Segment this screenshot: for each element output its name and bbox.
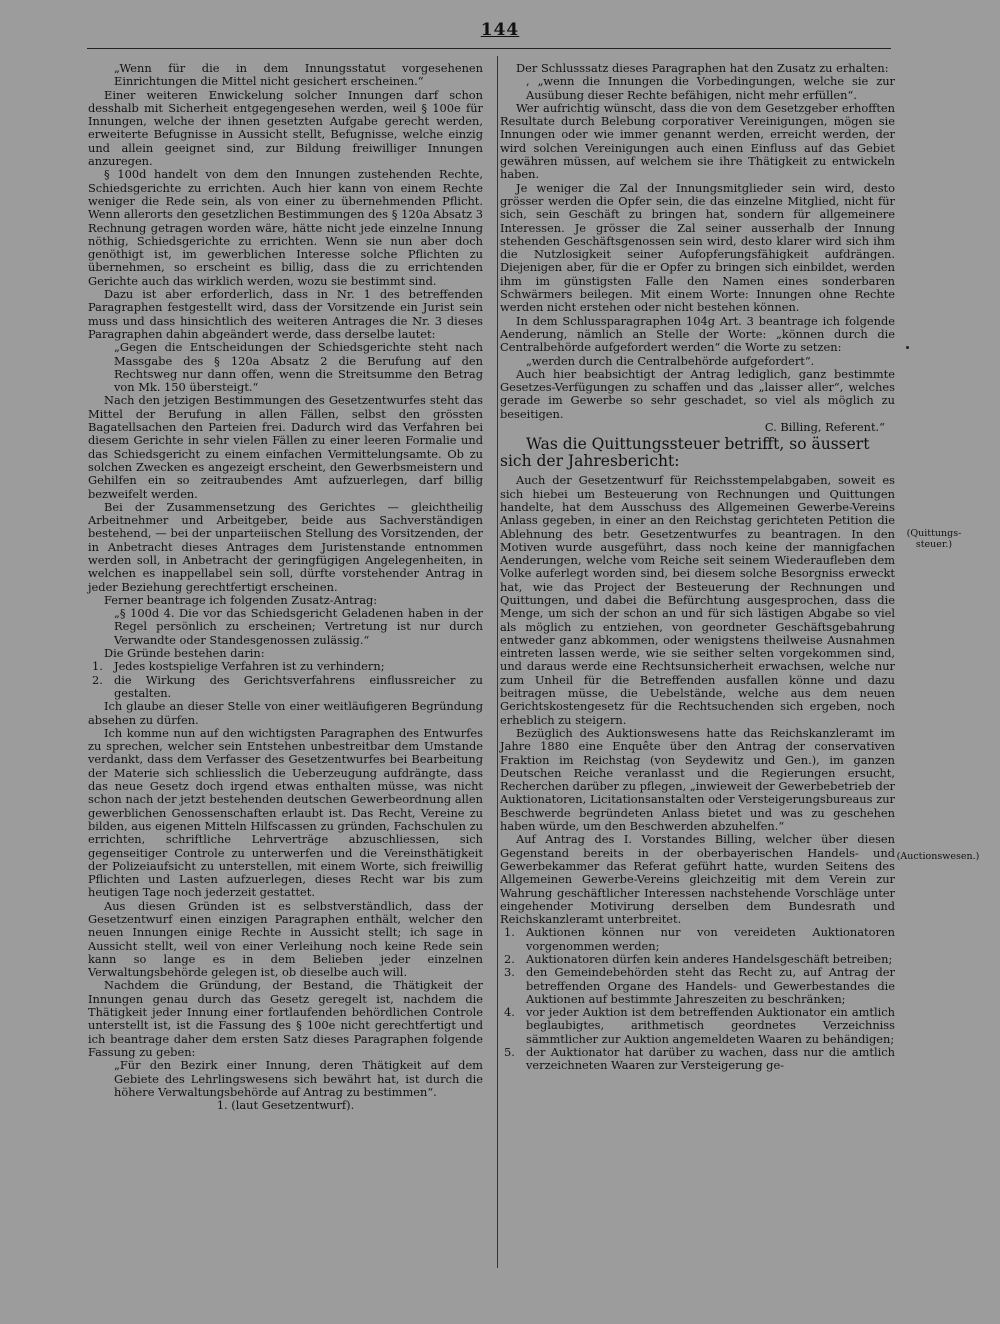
block-quote: „Für den Bezirk einer Innung, deren Thätigkeit auf dem Gebiete des Lehrlingswesens sich bewährt hat, ist durch die höhere Verwaltungsbehörde auf Antrag zu bestimmen“. xyxy=(114,1058,483,1099)
closing-line: 1. (laut Gesetzentwurf). xyxy=(216,1098,355,1113)
paragraph: Auch hier beabsichtigt der Antrag lediglich, ganz bestimmte Gesetzes-Verfügungen zu schaffen und das „laisser aller“, welches gerade im Gewerbe so sehr geschadet, so viel als möglich zu beseitigen. xyxy=(500,366,895,421)
paragraph: § 100d handelt von dem den Innungen zustehenden Rechte, Schiedsgerichte zu errichten. Auch hier kann von einem Rechte weniger die Rede sein, als von einer zu übernehmenden Pflicht. Wenn allerorts den gesetzlichen Bestimmungen des § 120a Absatz 3 Rechnung getragen worden wäre, hätte nicht jede einzelne Innung nöthig, Schiedsgerichte zu errichten. Wenn sie nun aber doch genöthigt ist, im gewerblichen Interesse solche Pflichten zu übernehmen, so erscheint es billig, dass die zu errichtenden Gerichte auch das wirklich werden, wozu sie bestimmt sind. xyxy=(88,167,483,288)
block-quote: „Wenn für die in dem Innungsstatut vorgesehenen Einrichtungen die Mittel nicht gesichert erscheinen.“ xyxy=(114,61,483,89)
paragraph: Bei der Zusammensetzung des Gerichtes — gleichtheilig Arbeitnehmer und Arbeitgeber, beide aus Sachverständigen bestehend, — bei der unparteiischen Stellung des Vorsitzenden, der in Anbetracht dieses Antrages dem Juristenstande entnommen werden soll, in Anbetracht der geringfügigen Angelegenheiten, in welchen es inappellabel sein soll, dürfte vorstehender Antrag in jeder Beziehung gerechtfertigt erscheinen. xyxy=(88,499,483,594)
column-divider xyxy=(497,56,498,1268)
list-text: Auktionen können nur von vereideten Auktionatoren vorgenommen werden; xyxy=(526,925,895,953)
margin-note-quittungssteuer: (Quittungs- steuer.) xyxy=(906,528,962,550)
intro-quote: , „wenn die Innungen die Vorbedingungen, welche sie zur Ausübung dieser Rechte befähigen, nicht mehr erfüllen“. xyxy=(526,74,895,102)
list-text: der Auktionator hat darüber zu wachen, dass nur die amtlich verzeichneten Waaren zur Versteigerung ge- xyxy=(526,1045,895,1073)
list-number: 1. xyxy=(92,659,103,674)
block-quote: „werden durch die Centralbehörde aufgefordert“. xyxy=(526,353,815,368)
paragraph: Dazu ist aber erforderlich, dass in Nr. 1 des betreffenden Paragraphen festgestellt wird, dass der Vorsitzende ein Jurist sein muss und dass hinsichtlich des weiteren Antrages die Nr. 3 dieses Paragraphen dahin abgeändert werde, dass derselbe lautet: xyxy=(88,287,483,341)
paragraph: Nachdem die Gründung, der Bestand, die Thätigkeit der Innungen genau durch das Gesetz geregelt ist, nachdem die Thätigkeit jeder Innung einer fortlaufenden behördlichen Controle unterstellt ist, ist die Fassung des § 100e nicht gerechtfertigt und ich beantrage daher dem ersten Satz dieses Paragraphen folgende Fassung zu geben: xyxy=(88,978,483,1059)
list-text: Jedes kostspielige Verfahren ist zu verhindern; xyxy=(114,659,385,674)
list-item xyxy=(88,674,483,701)
paragraph: Die Gründe bestehen darin: xyxy=(104,646,265,661)
list-text: Auktionatoren dürfen kein anderes Handelsgeschäft betreiben; xyxy=(526,952,893,966)
paragraph: Bezüglich des Auktionswesens hatte das Reichskanzleramt im Jahre 1880 eine Enquête über den Antrag der conservativen Fraktion im Reichstag (von Seydewitz und Gen.), im ganzen Deutschen Reiche veranlasst und die Regierungen ersucht, Recherchen darüber zu pflegen, „inwieweit der Gewerbebetrieb der Auktionatoren, Licitationsanstalten oder Versteigerungsbureaus zur Beschwerde begründeten Anlass bietet und was zu geschehen haben würde, um den Beschwerden abzuhelfen.“ xyxy=(500,725,895,834)
paragraph: Je weniger die Zal der Innungsmitglieder sein wird, desto grösser werden die Opfer sein, die das einzelne Mitglied, nicht für sich, sein Geschäft zu bringen hat, sondern für allgemeinere Interessen. Je grösser die Zal seiner ausserhalb der Innung stehenden Geschäftsgenossen sein wird, desto klarer wird sich ihm die Nutzlosigkeit seiner Aufopferungsfähigkeit aufdrängen. Diejenigen aber, für die er Opfer zu bringen sich einbildet, werden ihm im günstigsten Falle den Namen eines sonderbaren Schwärmers beilegen. Mit einem Worte: Innungen ohne Rechte werden nicht erstehen oder nicht bestehen können. xyxy=(500,180,895,315)
paragraph: Ferner beantrage ich folgenden Zusatz-Antrag: xyxy=(104,592,378,607)
section-heading: Was die Quittungssteuer betrifft, so äussert sich der Jahresbericht: xyxy=(500,435,870,471)
margin-note-auctionswesen: (Auctionswesen.) xyxy=(896,851,980,862)
header-rule xyxy=(87,48,891,49)
paragraph: Ich komme nun auf den wichtigsten Paragraphen des Entwurfes zu sprechen, welcher sein Entstehen unbestreitbar dem Umstande verdankt, dass dem Verfasser des Gesetzentwurfes bei Bearbeitung der Materie sich schliesslich die Ueberzeugung aufdrängte, dass das neue Gesetz doch irgend etwas enthalten müsse, was nicht schon nach der jetzt bestehenden deutschen Gewerbeordnung allen gewerblichen Genossenschaften erlaubt ist. Das Recht, Vereine zu bilden, aus eigenen Mitteln Hilfscassen zu gründen, Fachschulen zu errichten, schriftliche Lehrverträge abzuschliessen, sich gegenseitiger Controle zu unterwerfen und die Vereinsthätigkeit der Polizeiaufsicht zu unterstellen, mit einem Worte, sich freiwillig Pflichten und Lasten aufzuerlegen, dieses Recht war bis zum heutigen Tage noch jederzeit gestattet. xyxy=(88,725,483,900)
list-item xyxy=(500,1006,895,1046)
block-quote: „Gegen die Entscheidungen der Schiedsgerichte steht nach Massgabe des § 120a Absatz 2 die Berufung auf den Rechtsweg nur dann offen, wenn die Streitsumme den Betrag von Mk. 150 übersteigt.“ xyxy=(114,340,483,395)
list-text: den Gemeindebehörden steht das Recht zu, auf Antrag der betreffenden Organe des Handels- und Gewerbestandes die Auktionen auf bestimmte Jahreszeiten zu beschränken; xyxy=(526,965,895,1006)
left-column xyxy=(88,62,483,1112)
page-number: 144 xyxy=(480,20,520,40)
list-item xyxy=(88,660,483,673)
list-number: 2. xyxy=(504,952,515,966)
list-item xyxy=(500,953,895,966)
signature: C. Billing, Referent.“ xyxy=(764,420,885,435)
paragraph: Auf Antrag des I. Vorstandes Billing, welcher über diesen Gegenstand bereits in der oberbayerischen Handels- und Gewerbekammer das Referat geführt hatte, wurden Seitens des Allgemeinen Gewerbe-Vereins gleichzeitig mit dem Verein zur Wahrung geschäftlicher Interessen nachstehende Vorschläge unter eingehender Motivirung derselben dem Bundesrath und Reichskanzleramt unterbreitet. xyxy=(500,832,895,927)
list-number: 3. xyxy=(504,965,515,980)
list-item xyxy=(500,926,895,953)
list-number: 1. xyxy=(504,925,515,940)
intro-paragraph: Der Schlusssatz dieses Paragraphen hat den Zusatz zu erhalten: xyxy=(516,61,889,75)
block-quote: „§ 100d 4. Die vor das Schiedsgericht Geladenen haben in der Regel persönlich zu erscheinen; Vertretung ist nur durch Verwandte oder Standesgenossen zulässig.“ xyxy=(114,606,483,647)
paragraph: In dem Schlussparagraphen 104g Art. 3 beantrage ich folgende Aenderung, nämlich an Stelle der Worte: „können durch die Centralbehörde aufgefordert werden“ die Worte zu setzen: xyxy=(500,313,895,355)
speck-mark xyxy=(906,346,909,349)
list-number: 2. xyxy=(92,672,103,687)
list-number: 4. xyxy=(504,1005,515,1020)
right-column xyxy=(500,62,895,1073)
list-item xyxy=(500,1046,895,1073)
paragraph: Auch der Gesetzentwurf für Reichsstempelabgaben, soweit es sich hiebei um Besteuerung von Rechnungen und Quittungen handelte, hat dem Ausschuss des Allgemeinen Gewerbe-Vereins Anlass gegeben, in einer an den Reichstag gerichteten Petition die Ablehnung des betr. Gesetzentwurfes zu beantragen. In den Motiven wurde ausgeführt, dass noch keine der mannigfachen Aenderungen, welche vom Reiche seit seinem Wiederaufleben dem Volke auferlegt worden sind, bei diesem solche Besorgniss erweckt hat, wie das Project der Besteuerung der Rechnungen und Quittungen, und dabei die Befürchtung ausgesprochen, dass die Menge, um sich der schon an und für sich lästigen Abgabe so viel als möglich zu entziehen, von geordneter Geschäftsgebahrung entweder ganz abkommen, oder wenigstens theilweise Ausnahmen eintreten lassen werde, wie sie seither selten vorgekommen sind, und daraus werde eine Rechtsunsicherheit erwachsen, welche nur zum Unheil für die Betreffenden ausfallen könne und dazu beitragen müsse, die Uebelstände, welche aus dem neuen Gerichtskostengesetz für die Rechtsuchenden sich ergeben, noch erheblich zu steigern. xyxy=(500,473,895,727)
list-text: die Wirkung des Gerichtsverfahrens einflussreicher zu gestalten. xyxy=(114,672,483,700)
paragraph: Ich glaube an dieser Stelle von einer weitläufigeren Begründung absehen zu dürfen. xyxy=(88,699,483,727)
paragraph: Aus diesen Gründen ist es selbstverständlich, dass der Gesetzentwurf einen einzigen Paragraphen enthält, welcher den neuen Innungen einige Rechte in Aussicht stellt; ich sage in Aussicht stellt, weil von einer Verleihung noch keine Rede sein kann so lange es in dem Belieben jeder einzelnen Verwaltungsbehörde gelegen ist, ob dieselbe auch will. xyxy=(88,898,483,980)
list-number: 5. xyxy=(504,1045,515,1060)
list-text: vor jeder Auktion ist dem betreffenden Auktionator ein amtlich beglaubigtes, arithmetisch geordnetes Verzeichniss sämmtlicher zur Auktion angemeldeten Waaren zu behändigen; xyxy=(526,1005,895,1046)
paragraph: Nach den jetzigen Bestimmungen des Gesetzentwurfes steht das Mittel der Berufung in allen Fällen, selbst den grössten Bagatellsachen den Parteien frei. Dadurch wird das Verfahren bei diesem Gerichte in sehr vielen Fällen zu einer leeren Formalie und das Schiedsgericht zu einem einfachen Vermittelungsamte. Ob zu solchen Zwecken es angezeigt erscheint, den Gewerbsmeistern und Gehilfen ein so zeitraubendes Amt aufzuerlegen, darf billig bezweifelt werden. xyxy=(88,393,483,501)
paragraph: Wer aufrichtig wünscht, dass die von dem Gesetzgeber erhofften Resultate durch Belebung corporativer Vereinigungen, mögen sie Innungen oder wie immer genannt werden, erreicht werden, der wird solchen Vereinigungen auch einen Einfluss auf das Gebiet gewähren müssen, auf welchem sie ihre Thätigkeit zu entwickeln haben. xyxy=(500,100,895,182)
numbered-list xyxy=(500,926,895,1072)
paragraph: Einer weiteren Enwickelung solcher Innungen darf schon desshalb mit Sicherheit entgegengesehen werden, weil § 100e für Innungen, welche der ihnen gesetzten Aufgabe gerecht werden, erweiterte Befugnisse in Aussicht stellt, Befugnisse, welche einzig und allein geeignet sind, zur Bildung freiwilliger Innungen anzuregen. xyxy=(88,87,483,169)
list-item xyxy=(500,966,895,1006)
